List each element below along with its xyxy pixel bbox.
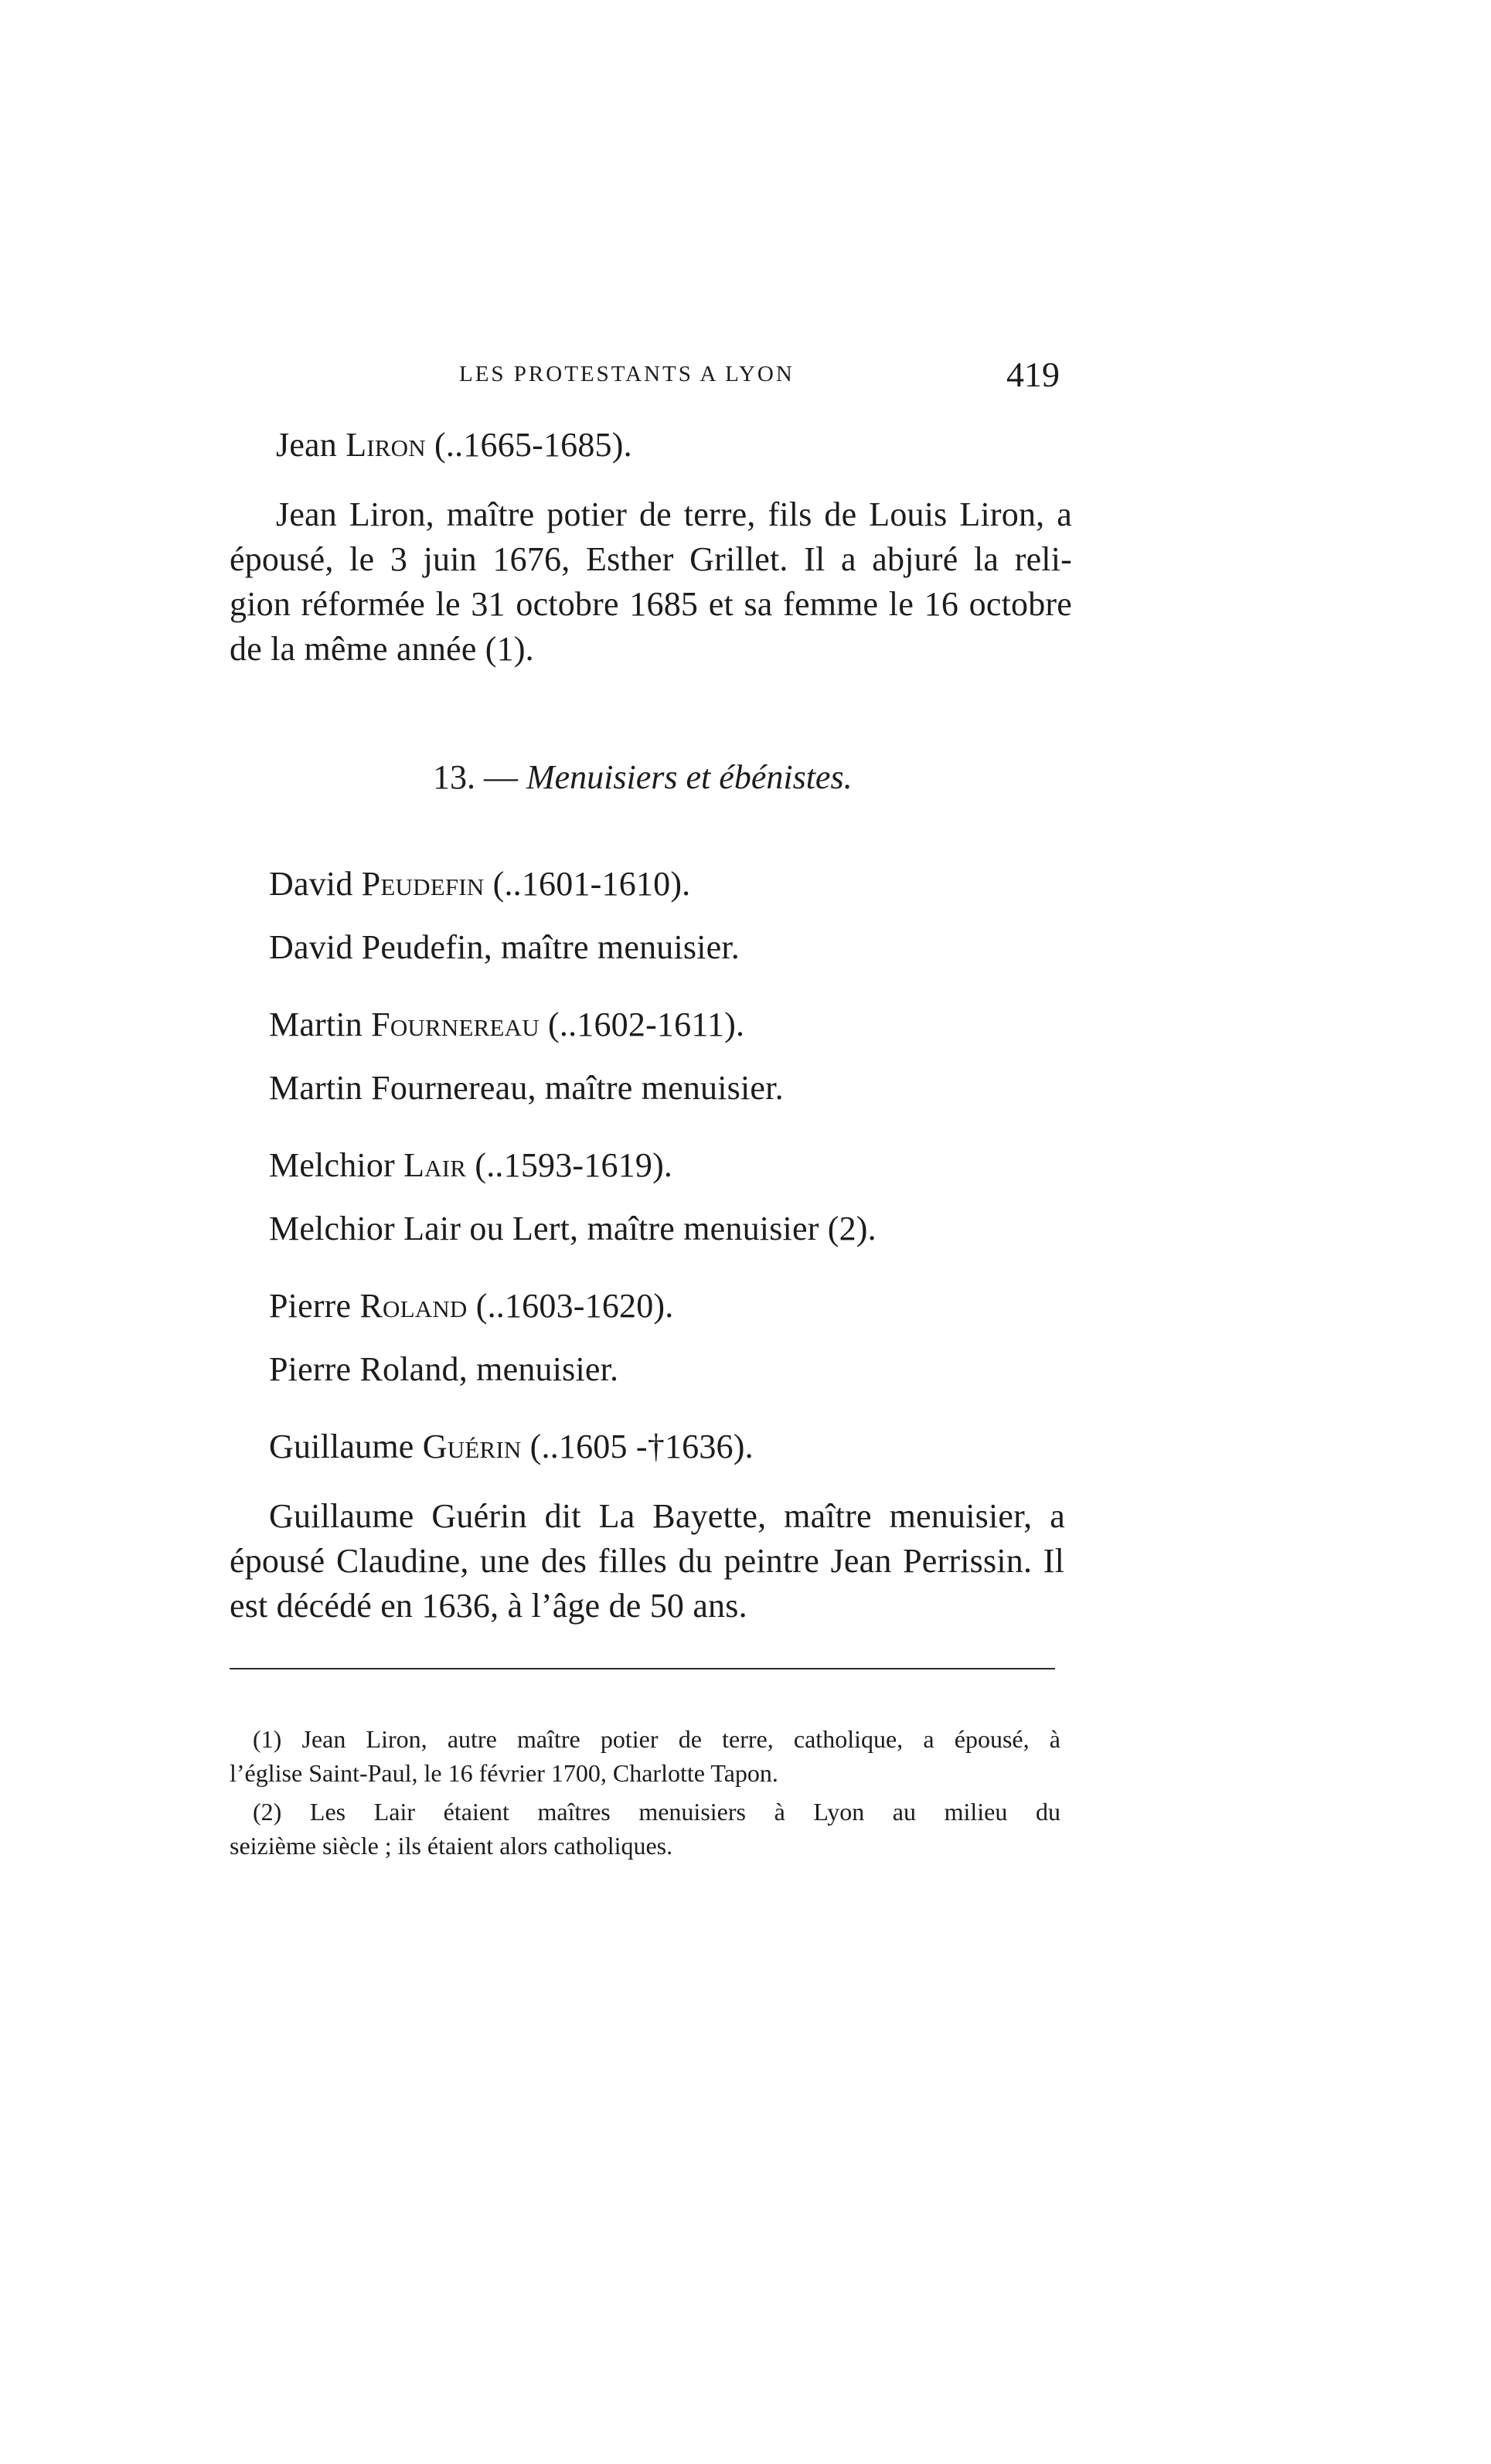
footnote-1-line: (1) Jean Liron, autre maître potier de terre, catholique, a épousé, à xyxy=(253,1725,1060,1753)
section-heading xyxy=(433,757,853,797)
entry-dates: (..1593-1619). xyxy=(475,1146,673,1184)
entry-dates: (..1601-1610). xyxy=(492,865,691,903)
paragraph-line: Pierre Roland, menuisier. xyxy=(269,1350,619,1388)
paragraph-line: Melchior Lair ou Lert, maître menuisier (2). xyxy=(269,1210,877,1247)
entry-heading xyxy=(269,1145,672,1185)
section-title: Menuisiers et ébénistes. xyxy=(526,758,853,796)
paragraph-line: de la même année (1). xyxy=(230,630,534,668)
page-number: 419 xyxy=(1006,355,1060,394)
paragraph-line: gion réformée le 31 octobre 1685 et sa femme le 16 octobre xyxy=(230,585,1072,623)
entry-heading xyxy=(269,1286,673,1326)
entry-dates: (..1603-1620). xyxy=(475,1287,674,1325)
entry-dates: (..1605 -†1636). xyxy=(529,1428,754,1465)
paragraph-line: Guillaume Guérin dit La Bayette, maître menuisier, a xyxy=(269,1497,1065,1535)
entry-heading xyxy=(269,1427,754,1466)
entry-surname: Liron xyxy=(346,426,426,464)
entry-first-name: Martin xyxy=(269,1006,363,1043)
running-head-title: LES PROTESTANTS A LYON xyxy=(459,362,795,386)
paragraph-line: épousé, le 3 juin 1676, Esther Grillet. Il a abjuré la reli- xyxy=(230,540,1072,578)
entry-surname: Guérin xyxy=(422,1428,522,1465)
section-number: 13. — xyxy=(433,758,518,796)
entry-first-name: Jean xyxy=(276,426,337,464)
paragraph-line: est décédé en 1636, à l’âge de 50 ans. xyxy=(230,1587,747,1625)
entry-heading xyxy=(269,1005,744,1044)
paragraph-line: Martin Fournereau, maître menuisier. xyxy=(269,1069,784,1107)
entry-first-name: Pierre xyxy=(269,1287,352,1325)
footnote-2-line: seizième siècle ; ils étaient alors catholiques. xyxy=(230,1832,673,1860)
entry-surname: Roland xyxy=(359,1287,468,1325)
entry-first-name: Guillaume xyxy=(269,1428,414,1465)
paragraph-line: Jean Liron, maître potier de terre, fils de Louis Liron, a xyxy=(276,495,1072,533)
entry-surname: Lair xyxy=(403,1146,467,1184)
entry-first-name: Melchior xyxy=(269,1146,395,1184)
footnote-2-line: (2) Les Lair étaient maîtres menuisiers à Lyon au milieu du xyxy=(253,1798,1060,1826)
footnote-divider xyxy=(230,1668,1055,1669)
paragraph-line: David Peudefin, maître menuisier. xyxy=(269,928,740,966)
entry-surname: Peudefin xyxy=(361,865,485,903)
entry-surname: Fournereau xyxy=(371,1006,540,1043)
footnote-1-line: l’église Saint-Paul, le 16 février 1700, Charlotte Tapon. xyxy=(230,1759,778,1787)
entry-dates: (..1602-1611). xyxy=(548,1006,745,1043)
paragraph-line: épousé Claudine, une des filles du peintre Jean Perrissin. Il xyxy=(230,1542,1064,1580)
entry-first-name: David xyxy=(269,865,353,903)
entry-dates: (..1665-1685). xyxy=(434,426,632,464)
entry-heading xyxy=(269,864,690,904)
entry-heading xyxy=(276,425,632,465)
